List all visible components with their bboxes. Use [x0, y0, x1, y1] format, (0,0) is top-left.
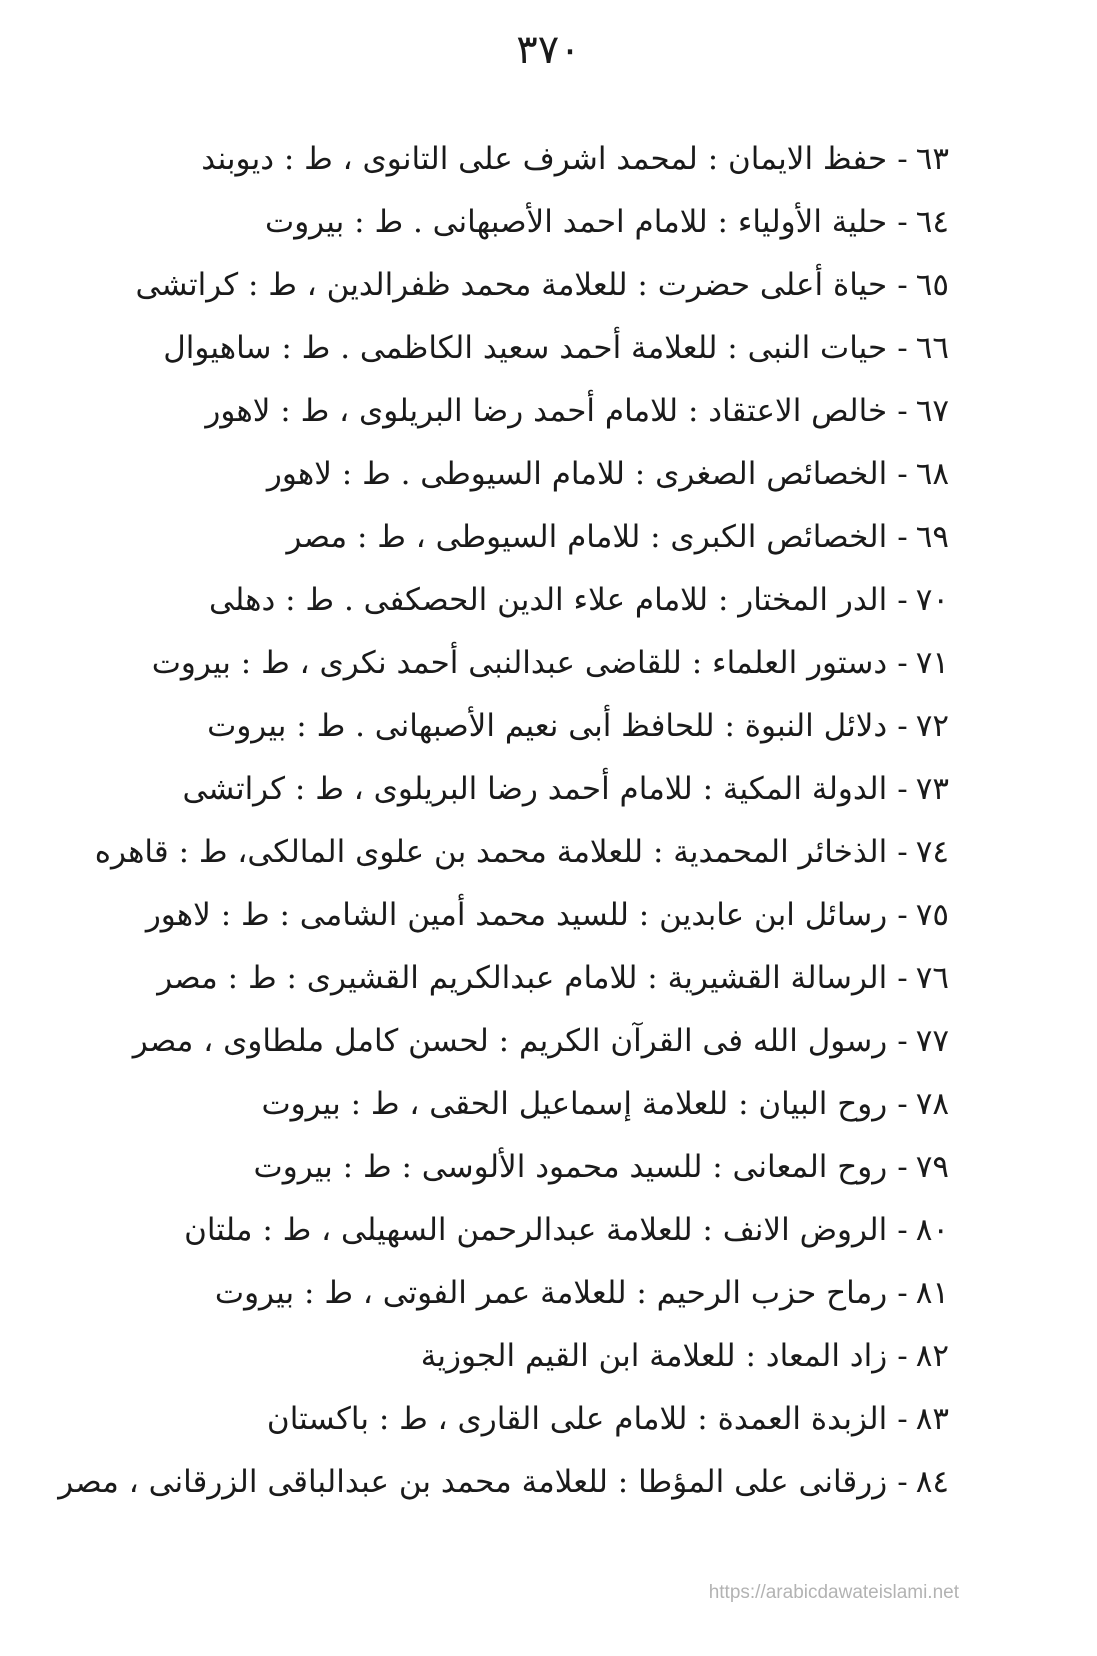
list-item: [49, 1136, 949, 1199]
entry-number: ٨٣: [915, 1401, 949, 1437]
entry-line: ٦٣-حفظ الايمان : لمحمد اشرف على التانوى ، ط : ديوبند: [49, 128, 949, 191]
list-item: [49, 254, 949, 317]
list-item: [49, 821, 949, 884]
entry-text: حيات النبى : للعلامة أحمد سعيد الكاظمى . ط :: [281, 330, 888, 366]
entry-location: بيروت: [253, 1149, 333, 1185]
entry-line: ٧٩-روح المعانى : للسيد محمود الألوسى : ط : بيروت: [49, 1136, 949, 1199]
entry-line: ٧٣-الدولة المكية : للامام أحمد رضا البريلوى ، ط : كراتشى: [49, 758, 949, 821]
list-item: [49, 884, 949, 947]
entry-line: ٧٦-الرسالة القشيرية : للامام عبدالكريم القشيرى : ط : مصر: [49, 947, 949, 1010]
entry-location: لاهور: [205, 393, 271, 429]
entry-text: زرقانى على المؤطا : للعلامة محمد بن عبدالباقى الزرقانى ،: [128, 1464, 888, 1500]
entry-location: لاهور: [266, 456, 332, 492]
entry-line: ٧٠-الدر المختار : للامام علاء الدين الحصكفى . ط : دهلى: [49, 569, 949, 632]
entry-line: ٨٣-الزبدة العمدة : للامام على القارى ، ط : باكستان: [49, 1388, 949, 1451]
entry-line: ٨٢-زاد المعاد : للعلامة ابن القيم الجوزية: [49, 1325, 949, 1388]
entry-number: ٦٨: [915, 456, 949, 492]
list-item: [49, 443, 949, 506]
list-item: [49, 1451, 949, 1514]
entry-number: ٦٤: [915, 204, 949, 240]
entry-line: ٧٢-دلائل النبوة : للحافظ أبى نعيم الأصبهانى . ط : بيروت: [49, 695, 949, 758]
entry-location: ملتان: [184, 1212, 253, 1248]
entry-location: مصر: [157, 960, 218, 996]
bibliography-list: [49, 128, 949, 1514]
entry-location: بيروت: [214, 1275, 295, 1311]
entry-number: ٦٣: [915, 141, 949, 177]
entry-number: ٧٣: [915, 771, 949, 807]
entry-location: باكستان: [266, 1401, 369, 1437]
entry-text: روح المعانى : للسيد محمود الألوسى : ط :: [342, 1149, 888, 1185]
watermark-url: https://arabicdawateislami.net: [708, 1582, 959, 1603]
entry-line: ٦٦-حيات النبى : للعلامة أحمد سعيد الكاظمى . ط : ساهيوال: [49, 317, 949, 380]
entry-text: رسول الله فى القرآن الكريم : لحسن كامل ملطاوى ،: [203, 1023, 888, 1059]
entry-number: ٦٩: [915, 519, 949, 555]
entry-number: ٨١: [915, 1275, 949, 1311]
list-item: [49, 695, 949, 758]
entry-location: بيروت: [261, 1086, 341, 1122]
entry-location: بيروت: [207, 708, 287, 744]
entry-number: ٧٢: [915, 708, 949, 744]
entry-text: رسائل ابن عابدين : للسيد محمد أمين الشامى : ط :: [220, 897, 888, 933]
entry-location: مصر: [132, 1023, 194, 1059]
entry-line: ٧٥-رسائل ابن عابدين : للسيد محمد أمين الشامى : ط : لاهور: [49, 884, 949, 947]
entry-location: بيروت: [265, 204, 345, 240]
entry-text: حلية الأولياء : للامام احمد الأصبهانى . ط :: [354, 204, 888, 240]
entry-line: ٧٤-الذخائر المحمدية : للعلامة محمد بن علوى المالكى، ط : قاهره: [49, 821, 949, 884]
list-item: [49, 506, 949, 569]
entry-number: ٨٠: [915, 1212, 949, 1248]
entry-number: ٧٩: [915, 1149, 949, 1185]
entry-number: ٦٧: [915, 393, 949, 429]
list-item: [49, 1262, 949, 1325]
entry-line: ٨٠-الروض الانف : للعلامة عبدالرحمن السهيلى ، ط : ملتان: [49, 1199, 949, 1262]
entry-text: دستور العلماء : للقاضى عبدالنبى أحمد نكرى ، ط :: [240, 645, 888, 681]
page-number: ٣٧٠: [516, 27, 581, 73]
entry-number: ٨٤: [915, 1464, 949, 1500]
entry-location: دهلى: [209, 582, 276, 618]
entry-text: روح البيان : للعلامة إسماعيل الحقى ، ط :: [350, 1086, 888, 1122]
list-item: [49, 1199, 949, 1262]
entry-text: الروض الانف : للعلامة عبدالرحمن السهيلى ، ط :: [262, 1212, 888, 1248]
entry-number: ٨٢: [915, 1338, 949, 1374]
list-item: [49, 1325, 949, 1388]
entry-number: ٦٥: [915, 267, 949, 303]
entry-text: الرسالة القشيرية : للامام عبدالكريم القشيرى : ط :: [227, 960, 888, 996]
entry-number: ٧٠: [915, 582, 949, 618]
entry-location: كراتشى: [182, 771, 286, 807]
entry-number: ٧٤: [915, 834, 949, 870]
entry-text: رماح حزب الرحيم : للعلامة عمر الفوتى ، ط :: [304, 1275, 888, 1311]
entry-line: ٦٧-خالص الاعتقاد : للامام أحمد رضا البريلوى ، ط : لاهور: [49, 380, 949, 443]
entry-location: ديوبند: [201, 141, 274, 177]
entry-text: دلائل النبوة : للحافظ أبى نعيم الأصبهانى . ط :: [296, 708, 888, 744]
entry-line: ٦٤-حلية الأولياء : للامام احمد الأصبهانى . ط : بيروت: [49, 191, 949, 254]
entry-line: ٨٤-زرقانى على المؤطا : للعلامة محمد بن عبدالباقى الزرقانى ، مصر: [49, 1451, 949, 1514]
entry-line: ٦٥-حياة أعلى حضرت : للعلامة محمد ظفرالدين ، ط : كراتشى: [49, 254, 949, 317]
list-item: [49, 1073, 949, 1136]
entry-location: بيروت: [151, 645, 231, 681]
entry-number: ٧٦: [915, 960, 949, 996]
entry-number: ٧١: [915, 645, 949, 681]
entry-text: الخصائص الصغرى : للامام السيوطى . ط :: [341, 456, 888, 492]
entry-location: قاهره: [94, 834, 169, 870]
entry-number: ٧٧: [915, 1023, 949, 1059]
entry-text: الخصائص الكبرى : للامام السيوطى ، ط :: [356, 519, 888, 555]
entry-location: مصر: [58, 1464, 119, 1500]
list-item: [49, 947, 949, 1010]
entry-text: الدر المختار : للامام علاء الدين الحصكفى . ط :: [285, 582, 888, 618]
entry-location: مصر: [286, 519, 348, 555]
list-item: [49, 632, 949, 695]
list-item: [49, 758, 949, 821]
entry-location: ساهيوال: [163, 330, 272, 366]
entry-line: ٧٧-رسول الله فى القرآن الكريم : لحسن كامل ملطاوى ، مصر: [49, 1010, 949, 1073]
entry-text: الزبدة العمدة : للامام على القارى ، ط :: [378, 1401, 888, 1437]
entry-text: الذخائر المحمدية : للعلامة محمد بن علوى المالكى، ط :: [178, 834, 888, 870]
entry-text: خالص الاعتقاد : للامام أحمد رضا البريلوى ، ط :: [280, 393, 888, 429]
entry-text: حياة أعلى حضرت : للعلامة محمد ظفرالدين ، ط :: [247, 267, 888, 303]
entry-line: ٦٨-الخصائص الصغرى : للامام السيوطى . ط : لاهور: [49, 443, 949, 506]
list-item: [49, 380, 949, 443]
entry-number: ٦٦: [915, 330, 949, 366]
list-item: [49, 1010, 949, 1073]
entry-text: حفظ الايمان : لمحمد اشرف على التانوى ، ط :: [283, 141, 888, 177]
entry-number: ٧٨: [915, 1086, 949, 1122]
entry-number: ٧٥: [915, 897, 949, 933]
list-item: [49, 191, 949, 254]
list-item: [49, 128, 949, 191]
entry-line: ٧٨-روح البيان : للعلامة إسماعيل الحقى ، ط : بيروت: [49, 1073, 949, 1136]
entry-text: الدولة المكية : للامام أحمد رضا البريلوى ، ط :: [294, 771, 888, 807]
entry-line: ٧١-دستور العلماء : للقاضى عبدالنبى أحمد نكرى ، ط : بيروت: [49, 632, 949, 695]
entry-line: ٦٩-الخصائص الكبرى : للامام السيوطى ، ط : مصر: [49, 506, 949, 569]
list-item: [49, 1388, 949, 1451]
entry-line: ٨١-رماح حزب الرحيم : للعلامة عمر الفوتى ، ط : بيروت: [49, 1262, 949, 1325]
entry-location: لاهور: [145, 897, 211, 933]
list-item: [49, 569, 949, 632]
entry-location: كراتشى: [135, 267, 239, 303]
list-item: [49, 317, 949, 380]
entry-text: زاد المعاد : للعلامة ابن القيم الجوزية: [420, 1338, 888, 1374]
